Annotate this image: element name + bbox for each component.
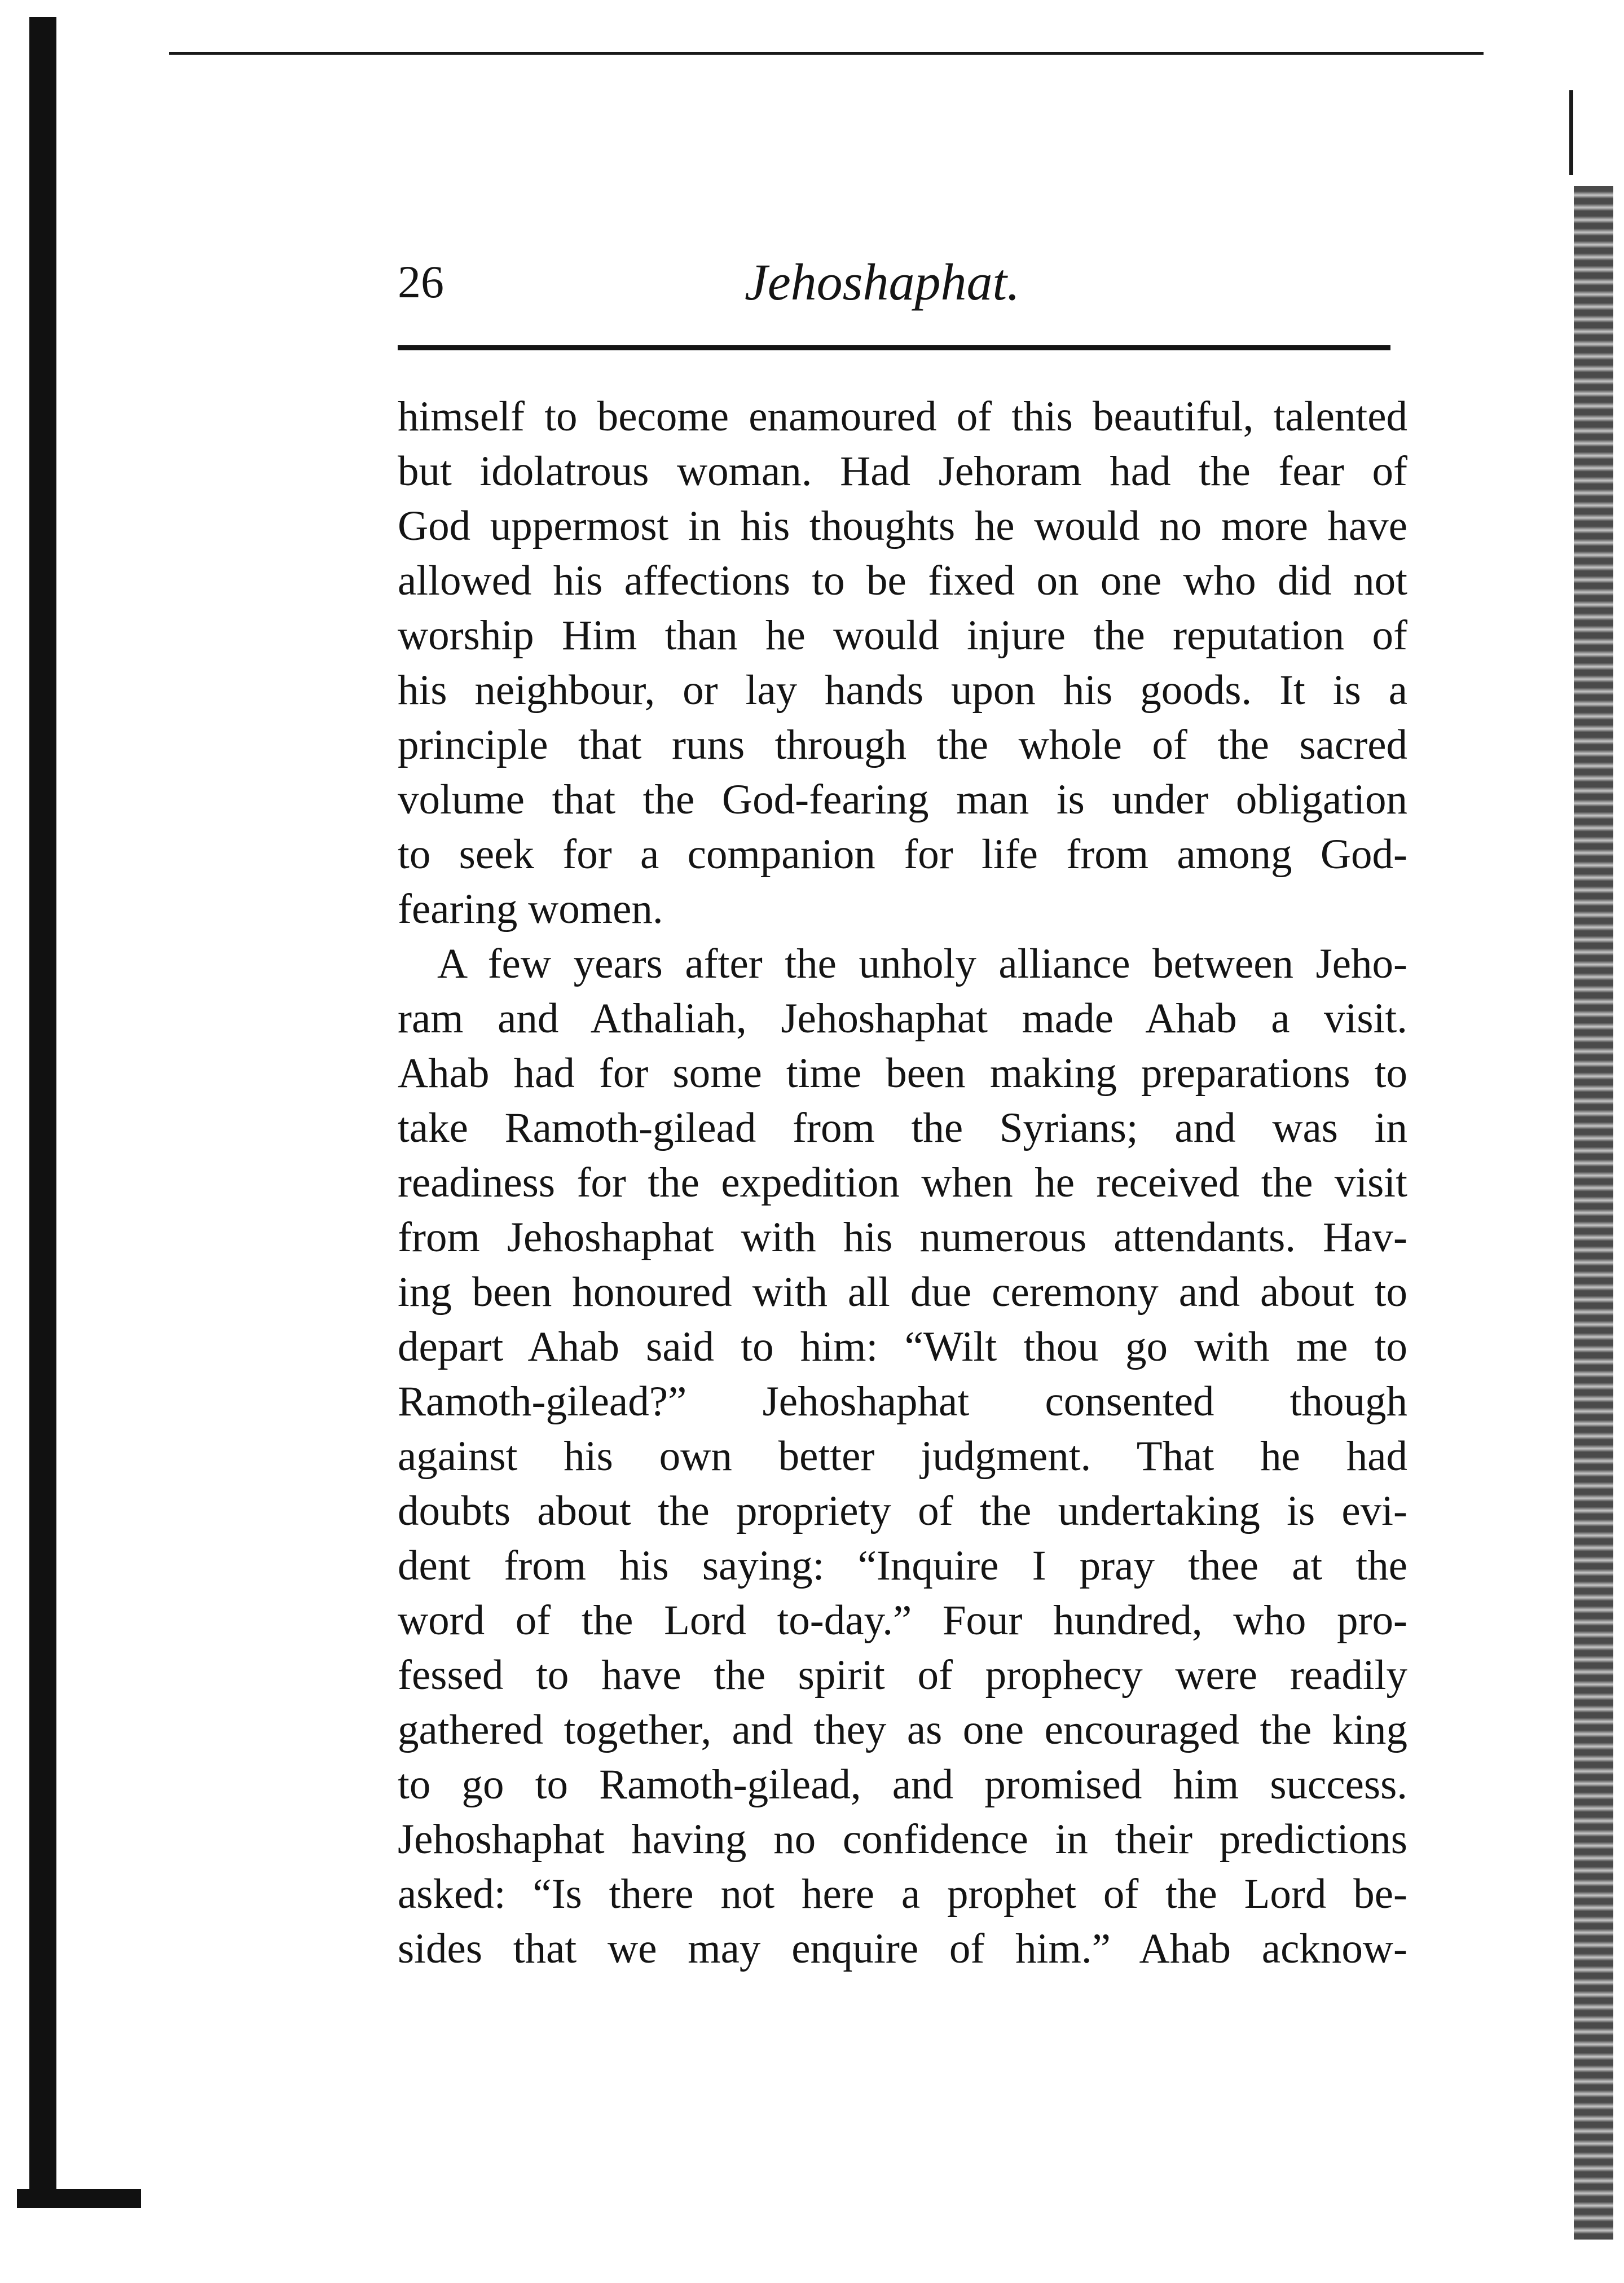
text-line: Jehoshaphat having no confidence in their predictions [398, 1816, 1407, 1863]
text-line: against his own better judgment. That he had [398, 1433, 1407, 1480]
text-line: allowed his affections to be fixed on one who did not [398, 557, 1407, 604]
text-line: his neighbour, or lay hands upon his goods. It is a [398, 667, 1407, 714]
text-line: but idolatrous woman. Had Jehoram had the fear of [398, 448, 1407, 495]
text-line: A few years after the unholy alliance between Jeho- [437, 940, 1407, 987]
text-line: ing been honoured with all due ceremony and about to [398, 1269, 1407, 1316]
body-text [398, 389, 1407, 1976]
scan-tick-right [1569, 90, 1573, 175]
text-line: himself to become enamoured of this beautiful, talented [398, 393, 1407, 440]
text-line: depart Ahab said to him: “Wilt thou go with me to [398, 1323, 1407, 1370]
text-line: doubts about the propriety of the undertaking is evi- [398, 1488, 1407, 1534]
header-rule [398, 345, 1390, 350]
text-line: to seek for a companion for life from among God- [398, 831, 1407, 878]
text-line: fessed to have the spirit of prophecy were readily [398, 1652, 1407, 1699]
text-line: volume that the God-fearing man is under obligation [398, 776, 1407, 823]
text-line: word of the Lord to-day.” Four hundred, who pro- [398, 1597, 1407, 1644]
text-line: principle that runs through the whole of the sacred [398, 722, 1407, 768]
text-line: to go to Ramoth-gilead, and promised him success. [398, 1761, 1407, 1808]
text-line: worship Him than he would injure the reputation of [398, 612, 1407, 659]
running-head [398, 243, 1390, 322]
text-line: dent from his saying: “Inquire I pray thee at the [398, 1542, 1407, 1589]
text-line: take Ramoth-gilead from the Syrians; and was in [398, 1105, 1407, 1151]
text-line: asked: “Is there not here a prophet of the Lord be- [398, 1871, 1407, 1917]
scan-rule-top [169, 52, 1484, 55]
text-line: ram and Athaliah, Jehoshaphat made Ahab a visit. [398, 995, 1407, 1042]
text-line: Ramoth-gilead?” Jehoshaphat consented though [398, 1378, 1407, 1425]
page-number: 26 [398, 256, 444, 307]
text-line: fearing women. [398, 886, 663, 932]
text-line: Ahab had for some time been making preparations to [398, 1050, 1407, 1097]
running-title: Jehoshaphat. [745, 253, 1020, 311]
scan-corner-bottom [17, 2189, 141, 2208]
scan-border-left [29, 17, 56, 2206]
text-line: sides that we may enquire of him.” Ahab acknow- [398, 1925, 1407, 1972]
text-line: God uppermost in his thoughts he would no more have [398, 503, 1407, 549]
text-line: gathered together, and they as one encouraged the king [398, 1706, 1407, 1753]
text-line: readiness for the expedition when he received the visit [398, 1159, 1407, 1206]
text-line: from Jehoshaphat with his numerous attendants. Hav- [398, 1214, 1407, 1261]
scan-edge-right [1574, 186, 1613, 2240]
